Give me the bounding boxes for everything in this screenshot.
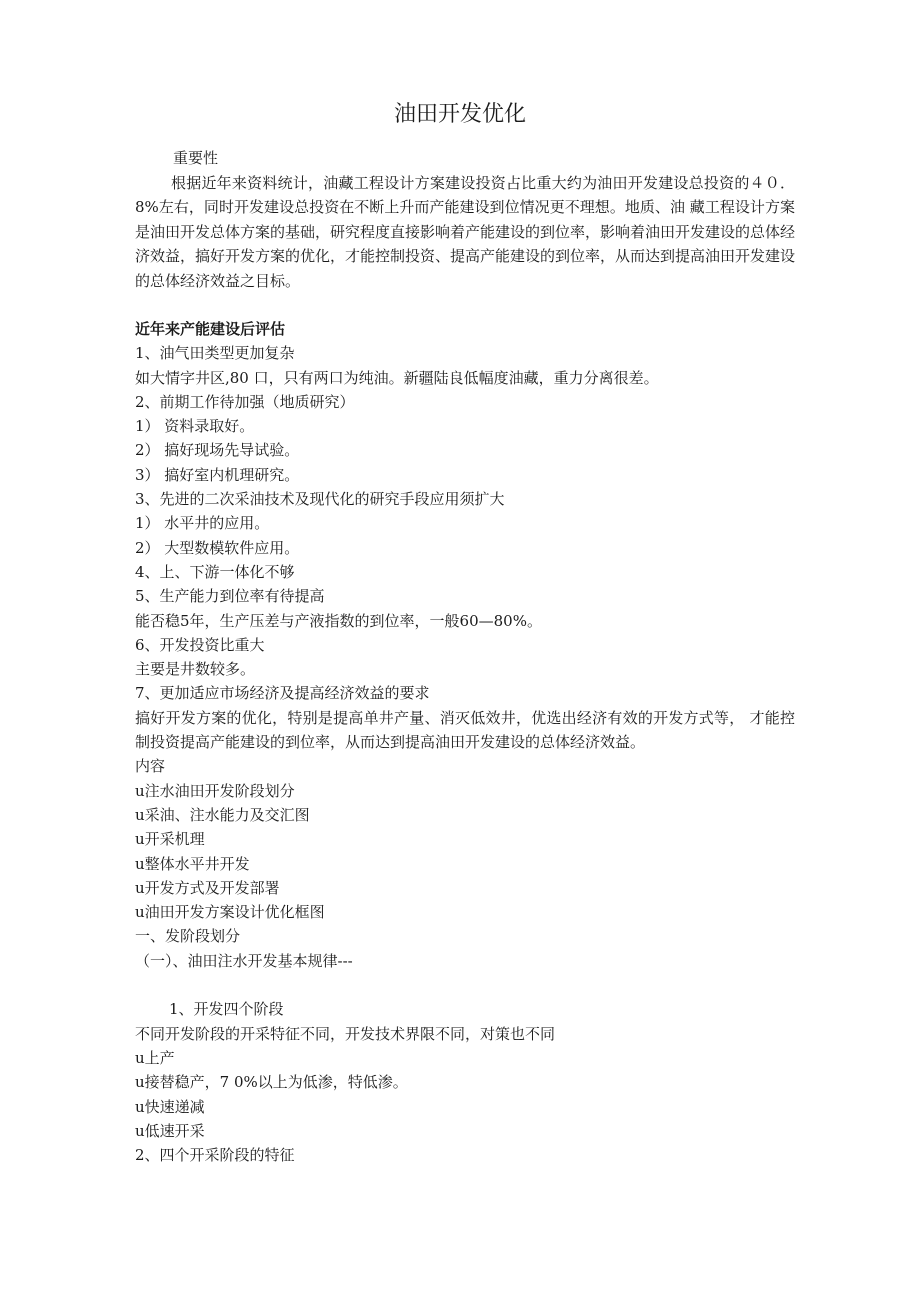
list-item: 6、开发投资比重大: [135, 635, 265, 654]
list-item: 3、先进的二次采油技术及现代化的研究手段应用须扩大: [135, 490, 505, 509]
list-item: 4、上、下游一体化不够: [135, 562, 295, 581]
contents-item: u开采机理: [135, 830, 205, 849]
next-heading: 2、四个开采阶段的特征: [135, 1146, 295, 1165]
contents-item: u油田开发方案设计优化框图: [135, 903, 325, 922]
sub-item: 1） 资料录取好。: [135, 417, 255, 436]
contents-item: u采油、注水能力及交汇图: [135, 805, 310, 824]
assessment-heading: 近年来产能建设后评估: [135, 320, 286, 338]
contents-item: u注水油田开发阶段划分: [135, 781, 295, 800]
list-item: 2、前期工作待加强（地质研究）: [135, 392, 355, 411]
list-item-text: 搞好开发方案的优化，特别是提高单井产量、消灭低效井，优选出经济有效的开发方式等， 才能控制投资提高产能建设的到位率，从而达到提高油田开发建设的总体经济效益。: [135, 708, 795, 752]
list-item-text: 主要是井数较多。: [135, 660, 256, 679]
sub-item: 3） 搞好室内机理研究。: [135, 465, 300, 484]
part1-heading: 一、发阶段划分: [135, 927, 241, 946]
contents-item: u整体水平井开发: [135, 854, 250, 873]
stage-item: u接替稳产，7 0%以上为低渗，特低渗。: [135, 1073, 408, 1092]
intro-paragraph: 根据近年来资料统计，油藏工程设计方案建设投资占比重大约为油田开发建设总投资的４０．8%左右，同时开发建设总投资在不断上升而产能建设到位情况更不理想。地质、油 藏工程设计方案是油田开发总体方案的基础，研究程度直接影响着产能建设的到位率，影响着油田开发建设的总体经济效益，搞好开发方案的优化，才能控制投资、提高产能建设的到位率，从而达到提高油田开发建设的总体经济效益之目标。: [135, 173, 796, 290]
page-title: 油田开发优化: [393, 102, 526, 127]
stage-text: 不同开发阶段的开采特征不同，开发技术界限不同，对策也不同: [135, 1024, 556, 1043]
intro-section: [135, 146, 795, 293]
stage-item: u低速开采: [135, 1121, 205, 1140]
stage-heading: 1、开发四个阶段: [169, 1000, 284, 1019]
contents-heading: 内容: [135, 757, 166, 776]
contents-item: u开发方式及开发部署: [135, 878, 280, 897]
list-item-text: 如大情字井区,80 口，只有两口为纯油。新疆陆良低幅度油藏，重力分离很差。: [135, 368, 659, 387]
list-item: 7、更加适应市场经济及提高经济效益的要求: [135, 684, 430, 703]
intro-heading: 重要性: [173, 149, 219, 167]
part1-subheading: （一）、油田注水开发基本规律---: [135, 951, 353, 970]
list-item: 1、油气田类型更加复杂: [135, 344, 295, 363]
sub-item: 1） 水平井的应用。: [135, 514, 270, 533]
list-item: 5、生产能力到位率有待提高: [135, 587, 325, 606]
spacer: [135, 973, 795, 997]
stage-item: u快速递减: [135, 1097, 205, 1116]
stage-item: u上产: [135, 1048, 175, 1067]
sub-item: 2） 搞好现场先导试验。: [135, 441, 300, 460]
sub-item: 2） 大型数模软件应用。: [135, 538, 300, 557]
assessment-section: [135, 317, 795, 1167]
list-item-text: 能否稳5年，生产压差与产液指数的到位率，一般60—80%。: [135, 611, 542, 630]
